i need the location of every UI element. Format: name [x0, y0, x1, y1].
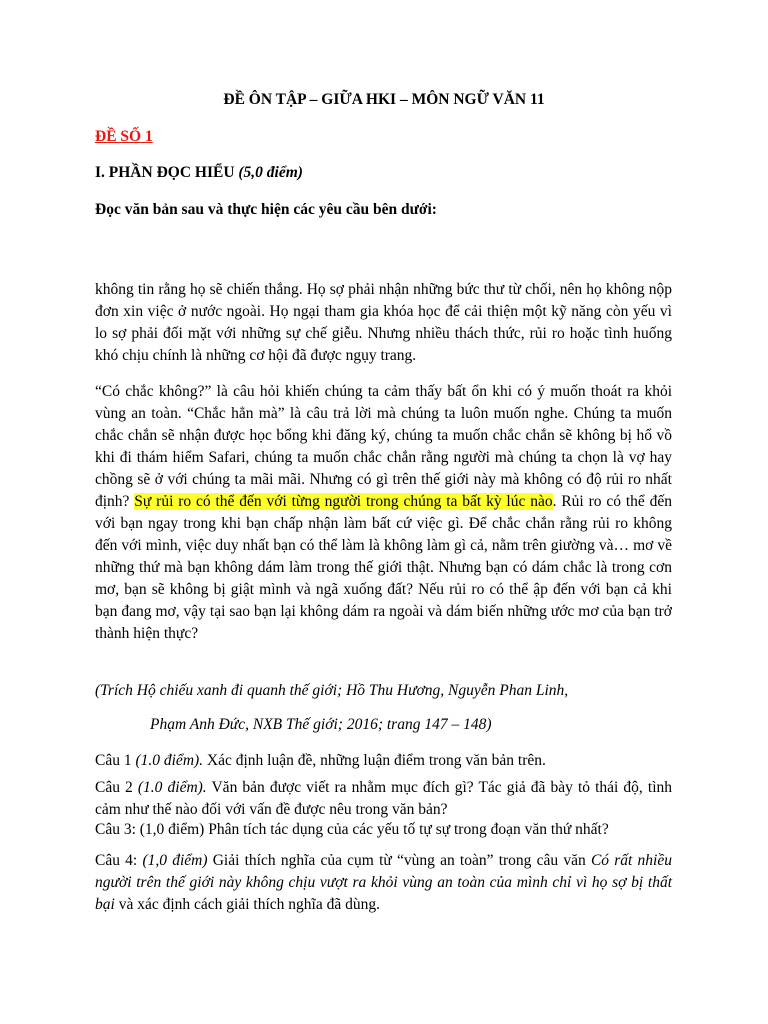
section-heading: [95, 164, 672, 182]
source-citation-line-1: (Trích Hộ chiếu xanh đi quanh thế giới; Hồ Thu Hương, Nguyễn Phan Linh,: [95, 682, 569, 699]
question-1-text: Xác định luận đề, những luận điểm trong văn bản trên.: [203, 752, 546, 769]
question-4-score: (1,0 điểm): [142, 852, 208, 869]
question-4-text-1: Giải thích nghĩa của cụm từ “vùng an toàn” trong câu văn: [207, 852, 591, 869]
question-2-text: Văn bản được viết ra nhằm mục đích gì? Tác giả đã bày tỏ thái độ, tình cảm như thế nào đối với vấn đề được nêu trong văn bản?: [95, 779, 673, 818]
question-4-quote: Có rất nhiều người trên thế giới này không chịu vượt ra khỏi vùng an toàn của mình chỉ vì họ sợ bị thất bại: [95, 852, 672, 913]
passage-paragraph-1: không tin rằng họ sẽ chiến thắng. Họ sợ phải nhận những bức thư từ chối, nên họ không nộp đơn xin việc ở nước ngoài. Họ ngại tham gia khóa học để cải thiện một kỹ năng còn yếu vì lo sợ phải đối mặt với những sự chế giễu. Nhưng nhiều thách thức, rủi ro hoặc tình huống khó chịu chính là những cơ hội đã được ngụy trang.: [95, 281, 672, 364]
highlighted-sentence: Sự rủi ro có thể đến với từng người trong chúng ta bất kỳ lúc nào: [134, 493, 553, 510]
question-2-label: Câu 2: [95, 779, 138, 796]
question-4-label: Câu 4:: [95, 852, 143, 869]
exam-number-heading: ĐỀ SỐ 1: [95, 128, 153, 145]
passage-text-after-highlight: . Rủi ro có thể đến với bạn ngay trong khi bạn chấp nhận làm bất cứ việc gì. Để chắc chắn rằng rủi ro không đến với mình, việc duy nhất bạn có thể làm là không làm gì cả, nằm trên giường và… mơ về những thứ mà bạn không dám làm trong thế giới thật. Nhưng bạn có dám chắc là trong cơn mơ, bạn sẽ không bị giật mình và ngã xuống đất? Nếu rủi ro có thể ập đến với bạn cả khi bạn đang mơ, vậy tại sao bạn lại không dám ra ngoài và dám biến những ước mơ của bạn trở thành hiện thực?: [95, 493, 672, 642]
question-4-text-2: và xác định cách giải thích nghĩa đã dùng.: [114, 896, 380, 913]
question-1-score: (1.0 điểm).: [135, 752, 204, 769]
question-2: [95, 777, 672, 821]
page-title: ĐỀ ÔN TẬP – GIỮA HKI – MÔN NGỮ VĂN 11: [223, 91, 545, 108]
question-1-label: Câu 1: [95, 752, 136, 769]
section-score: (5,0 điểm): [238, 164, 303, 181]
question-3: Câu 3: (1,0 điểm) Phân tích tác dụng của các yếu tố tự sự trong đoạn văn thứ nhất?: [95, 821, 609, 838]
section-label: I. PHẦN ĐỌC HIỂU: [95, 164, 235, 181]
question-1: [95, 750, 672, 772]
question-4: [95, 850, 672, 916]
source-citation-line-2: Phạm Anh Đức, NXB Thế giới; 2016; trang 147 – 148): [150, 716, 492, 733]
question-2-score: (1.0 điểm).: [137, 779, 207, 796]
passage-paragraph-2: [95, 381, 672, 645]
passage-text-before-highlight: “Có chắc không?” là câu hỏi khiến chúng ta cảm thấy bất ổn khi có ý muốn thoát ra khỏi vùng an toàn. “Chắc hẳn mà” là câu trả lời mà chúng ta luôn muốn nghe. Chúng ta muốn chắc chắn sẽ nhận được học bổng khi đăng ký, chúng ta muốn chắc chắn sẽ không bị hổ vồ khi đi thám hiểm Safari, chúng ta muốn chắc chắn rằng người mà chúng ta chọn là vợ hay chồng sẽ ở với chúng ta mãi mãi. Nhưng có gì trên thế giới này mà không có độ rủi ro nhất định?: [95, 383, 672, 510]
instruction-text: Đọc văn bản sau và thực hiện các yêu cầu bên dưới:: [95, 201, 437, 218]
